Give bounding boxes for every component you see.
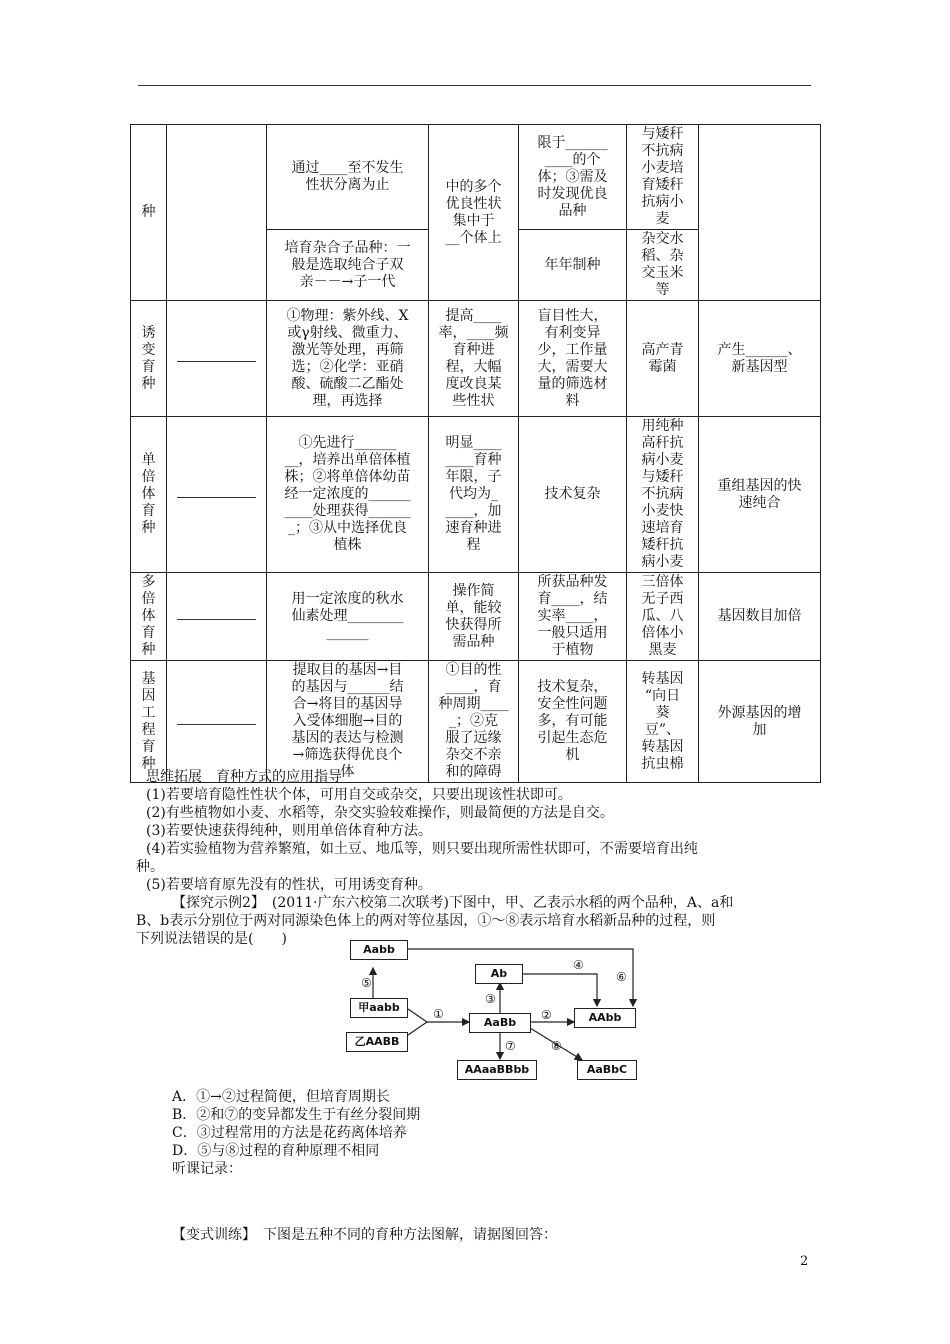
essence-cell: 外源基因的增 加 xyxy=(699,661,821,783)
genotype-box: 乙AABB xyxy=(346,1032,408,1052)
disadvantage-cell: 所获品种发 育____，结 实率____， 一般只适用 于植物 xyxy=(519,573,627,661)
principle-blank-cell xyxy=(167,417,267,573)
expand-item: (2)有些植物如小麦、水稻等，杂交实验较难操作，则最简便的方法是自交。 xyxy=(146,805,614,821)
category-cell xyxy=(131,573,167,661)
page-number: 2 xyxy=(800,1254,809,1269)
option-b: B．②和⑦的变异都发生于有丝分裂间期 xyxy=(172,1107,421,1123)
step-label: ⑤ xyxy=(361,976,372,990)
step-label: ⑥ xyxy=(616,970,627,984)
example-line: 下列说法错误的是( ) xyxy=(136,931,287,947)
example-cell: 高产青 霉菌 xyxy=(627,301,699,417)
advantage-cell: ①目的性 ____，育 种周期____ _；②克 服了远缘 杂交不亲 和的障碍 xyxy=(429,661,519,783)
principle-blank-cell xyxy=(167,301,267,417)
genotype-box: Ab xyxy=(475,964,523,984)
step-label: ④ xyxy=(573,958,584,972)
disadvantage-cell: 盲目性大， 有利变异 少，工作量 大，需要大 量的筛选材 料 xyxy=(519,301,627,417)
example-line: B、b表示分别位于两对同源染色体上的两对等位基因，①～⑧表示培育水稻新品种的过程，则 xyxy=(136,913,716,929)
notes-label: 听课记录： xyxy=(172,1161,242,1177)
breeding-diagram xyxy=(345,936,645,1084)
expand-title: 思维拓展 育种方式的应用指导 xyxy=(146,769,342,785)
breeding-table xyxy=(130,124,821,783)
option-c: C．③过程常用的方法是花药离体培养 xyxy=(172,1125,407,1141)
step-label: ⑦ xyxy=(505,1039,516,1053)
step-label: ① xyxy=(433,1007,444,1021)
principle-blank-cell xyxy=(167,573,267,661)
genotype-box: AaBbC xyxy=(577,1060,637,1080)
category-label: 基 因 工 程 育 种 xyxy=(141,670,156,772)
essence-cell xyxy=(699,125,821,301)
disadvantage-cell: 限于______ ____的个 体；③需及 时发现优良 品种 xyxy=(519,125,627,230)
expand-item: (1)若要培育隐性性状个体，可用自交或杂交，只要出现该性状即可。 xyxy=(146,787,572,803)
blank-cell xyxy=(167,125,267,301)
principle-blank-cell xyxy=(167,661,267,783)
genotype-box: AAaaBBbb xyxy=(457,1060,537,1080)
step-label: ② xyxy=(541,1008,552,1022)
essence-cell: 产生______、 新基因型 xyxy=(699,301,821,417)
method-cell: 提取目的基因→目 的基因与______结 合→将目的基因导 入受体细胞→目的 基因的表达与检测 →筛选获得优良个 体 xyxy=(267,661,429,783)
disadvantage-cell: 技术复杂， 安全性问题 多，有可能 引起生态危 机 xyxy=(519,661,627,783)
option-d: D．⑤与⑧过程的育种原理不相同 xyxy=(172,1143,380,1159)
method-cell: 培育杂合子品种：一 般是选取纯合子双 亲－－→子一代 xyxy=(267,230,429,301)
category-cell: 种 xyxy=(131,125,167,301)
example-cell: 杂交水 稻、杂 交玉米 等 xyxy=(627,230,699,301)
essence-cell: 基因数目加倍 xyxy=(699,573,821,661)
table-row xyxy=(131,417,821,573)
category-cell xyxy=(131,417,167,573)
table-row xyxy=(131,573,821,661)
disadvantage-cell: 年年制种 xyxy=(519,230,627,301)
method-cell: ①先进行______ __，培养出单倍体植 株；②将单倍体幼苗 经一定浓度的______ ____处理获得______ _；③从中选择优良 植株 xyxy=(267,417,429,573)
table-row xyxy=(131,301,821,417)
advantage-cell: 操作简 单，能较 快获得所 需品种 xyxy=(429,573,519,661)
genotype-box: AaBb xyxy=(469,1013,531,1033)
example-cell: 三倍体 无子西 瓜、八 倍体小 黑麦 xyxy=(627,573,699,661)
table-row xyxy=(131,661,821,783)
advantage-cell: 提高____ 率，____频 育种进 程，大幅 度改良某 些性状 xyxy=(429,301,519,417)
header-rule xyxy=(138,85,811,86)
advantage-cell: 明显____ ____育种 年限，子 代均为_ ____，加 速育种进 程 xyxy=(429,417,519,573)
example-cell: 用纯种 高秆抗 病小麦 与矮秆 不抗病 小麦快 速培育 矮秆抗 病小麦 xyxy=(627,417,699,573)
method-cell: 用一定浓度的秋水 仙素处理________ ______ xyxy=(267,573,429,661)
category-cell xyxy=(131,301,167,417)
step-label: ③ xyxy=(485,992,496,1006)
category-label: 诱 变 育 种 xyxy=(141,324,156,392)
example-cell: 转基因 “向日 葵 豆”、 转基因 抗虫棉 xyxy=(627,661,699,783)
expand-item: (4)若实验植物为营养繁殖，如土豆、地瓜等，则只要出现所需性状即可，不需要培育出纯 xyxy=(146,841,698,857)
category-label: 多 倍 体 育 种 xyxy=(141,574,156,658)
method-cell: ①物理：紫外线、X 或γ射线、微重力、 激光等处理，再筛 选；②化学：亚硝 酸、硫酸二乙酯处 理，再选择 xyxy=(267,301,429,417)
category-cell xyxy=(131,661,167,783)
step-label: ⑧ xyxy=(551,1039,562,1053)
genotype-box: AAbb xyxy=(574,1008,636,1028)
example-line: 【探究示例2】 (2011·广东六校第二次联考)下图中，甲、乙表示水稻的两个品种，A、a和 xyxy=(172,895,734,911)
variant-training: 【变式训练】 下图是五种不同的育种方法图解，请据图回答： xyxy=(172,1227,557,1243)
method-cell: 通过____至不发生 性状分离为止 xyxy=(267,125,429,230)
option-a: A．①→②过程简便，但培育周期长 xyxy=(172,1089,390,1105)
table-row xyxy=(131,125,821,230)
essence-cell: 重组基因的快 速纯合 xyxy=(699,417,821,573)
genotype-box: Aabb xyxy=(350,940,408,960)
example-cell: 与矮秆 不抗病 小麦培 育矮秆 抗病小 麦 xyxy=(627,125,699,230)
expand-item: (3)若要快速获得纯种，则用单倍体育种方法。 xyxy=(146,823,432,839)
advantage-cell: 中的多个 优良性状 集中于 __个体上 xyxy=(429,125,519,301)
disadvantage-cell: 技术复杂 xyxy=(519,417,627,573)
genotype-box: 甲aabb xyxy=(350,998,408,1018)
expand-item: (5)若要培育原先没有的性状，可用诱变育种。 xyxy=(146,877,432,893)
category-label: 单 倍 体 育 种 xyxy=(141,452,156,536)
expand-item: 种。 xyxy=(136,859,164,875)
